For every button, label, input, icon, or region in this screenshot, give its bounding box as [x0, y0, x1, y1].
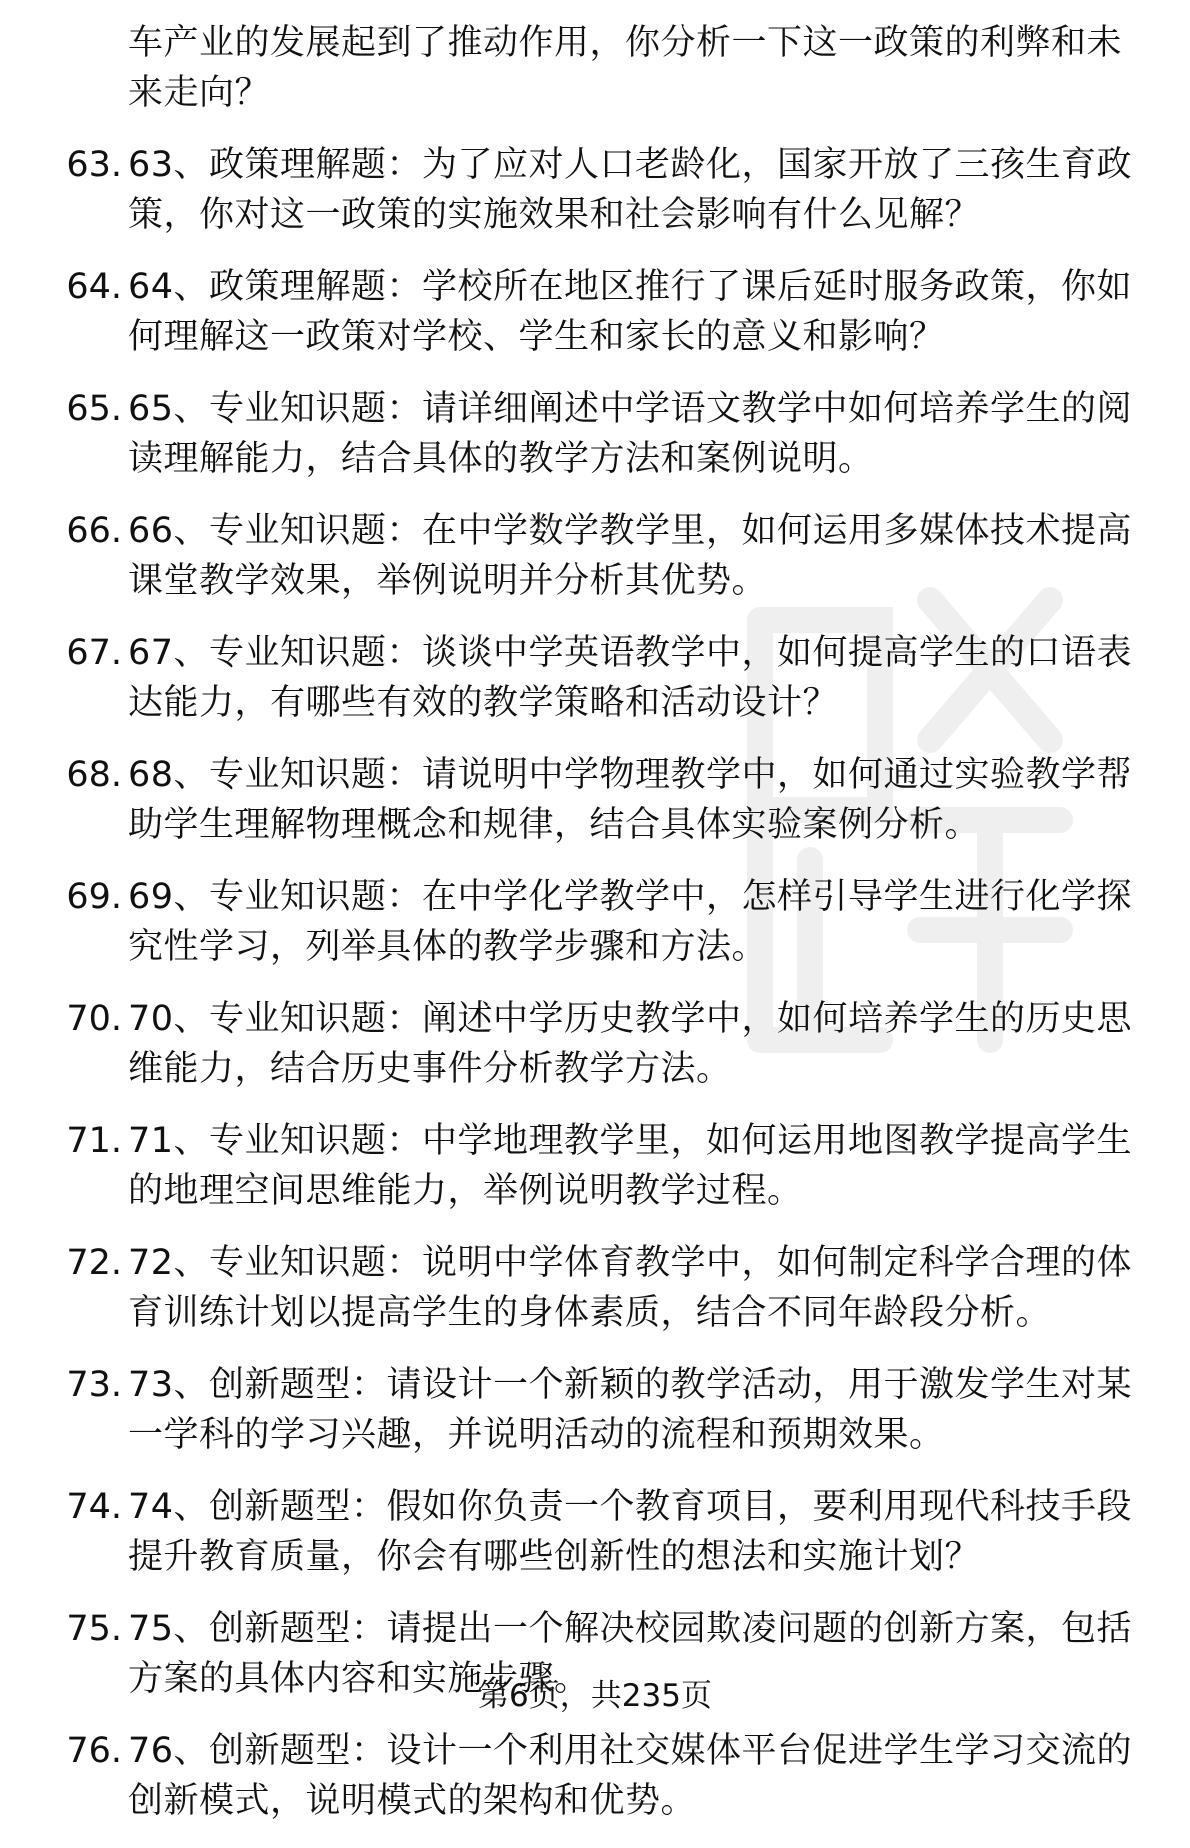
list-item-number: 74.: [66, 1487, 122, 1527]
list-item-text: 73、创新题型：请设计一个新颖的教学活动，用于激发学生对某一学科的学习兴趣，并说明活动的流程和预期效果。: [128, 1365, 1133, 1455]
list-item-text: 67、专业知识题：谈谈中学英语教学中，如何提高学生的口语表达能力，有哪些有效的教学策略和活动设计？: [128, 633, 1133, 723]
list-item-number: 73.: [66, 1365, 122, 1405]
list-item-text: 69、专业知识题：在中学化学教学中，怎样引导学生进行化学探究性学习，列举具体的教学步骤和方法。: [128, 877, 1133, 967]
list-item: [0, 872, 1190, 972]
list-item-text: 70、专业知识题：阐述中学历史教学中，如何培养学生的历史思维能力，结合历史事件分析教学方法。: [128, 999, 1133, 1089]
list-item-text: 车产业的发展起到了推动作用，你分析一下这一政策的利弊和未来走向？: [128, 23, 1123, 113]
list-item-number: 76.: [66, 1731, 122, 1771]
list-item: [0, 1116, 1190, 1216]
list-item: [0, 1482, 1190, 1582]
list-item: [0, 1726, 1190, 1826]
list-item: [0, 506, 1190, 606]
list-item: [0, 628, 1190, 728]
list-item-number: 70.: [66, 999, 122, 1039]
list-item-number: 63.: [66, 145, 122, 185]
list-item-text: 63、政策理解题：为了应对人口老龄化，国家开放了三孩生育政策，你对这一政策的实施效果和社会影响有什么见解？: [128, 145, 1133, 235]
list-item-number: 71.: [66, 1121, 122, 1161]
list-item: [0, 994, 1190, 1094]
list-item: [0, 750, 1190, 850]
list-item-number: 66.: [66, 511, 122, 551]
list-item-number: 69.: [66, 877, 122, 917]
list-item-number: 72.: [66, 1243, 122, 1283]
question-list: [0, 18, 1190, 1848]
list-item: [0, 1238, 1190, 1338]
list-item-text: 76、创新题型：设计一个利用社交媒体平台促进学生学习交流的创新模式，说明模式的架构和优势。: [128, 1731, 1133, 1821]
list-item-number: 65.: [66, 389, 122, 429]
list-item-number: 75.: [66, 1609, 122, 1649]
list-item-number: 68.: [66, 755, 122, 795]
list-item: [0, 384, 1190, 484]
list-item-text: 65、专业知识题：请详细阐述中学语文教学中如何培养学生的阅读理解能力，结合具体的教学方法和案例说明。: [128, 389, 1133, 479]
list-item-text: 68、专业知识题：请说明中学物理教学中，如何通过实验教学帮助学生理解物理概念和规律，结合具体实验案例分析。: [128, 755, 1133, 845]
list-item-text: 74、创新题型：假如你负责一个教育项目，要利用现代科技手段提升教育质量，你会有哪些创新性的想法和实施计划？: [128, 1487, 1133, 1577]
list-item-text: 72、专业知识题：说明中学体育教学中，如何制定科学合理的体育训练计划以提高学生的身体素质，结合不同年龄段分析。: [128, 1243, 1133, 1333]
page-number: 第6页，共235页: [478, 1678, 712, 1714]
list-item-text: 71、专业知识题：中学地理教学里，如何运用地图教学提高学生的地理空间思维能力，举例说明教学过程。: [128, 1121, 1133, 1211]
list-item-continuation: [0, 18, 1190, 118]
list-item-number: 67.: [66, 633, 122, 673]
list-item-text: 66、专业知识题：在中学数学教学里，如何运用多媒体技术提高课堂教学效果，举例说明并分析其优势。: [128, 511, 1133, 601]
list-item: [0, 1360, 1190, 1460]
list-item: [0, 262, 1190, 362]
list-item-text: 75、创新题型：请提出一个解决校园欺凌问题的创新方案，包括方案的具体内容和实施步骤。: [128, 1609, 1133, 1699]
list-item-number: 64.: [66, 267, 122, 307]
list-item-text: 64、政策理解题：学校所在地区推行了课后延时服务政策，你如何理解这一政策对学校、学生和家长的意义和影响？: [128, 267, 1133, 357]
list-item: [0, 140, 1190, 240]
